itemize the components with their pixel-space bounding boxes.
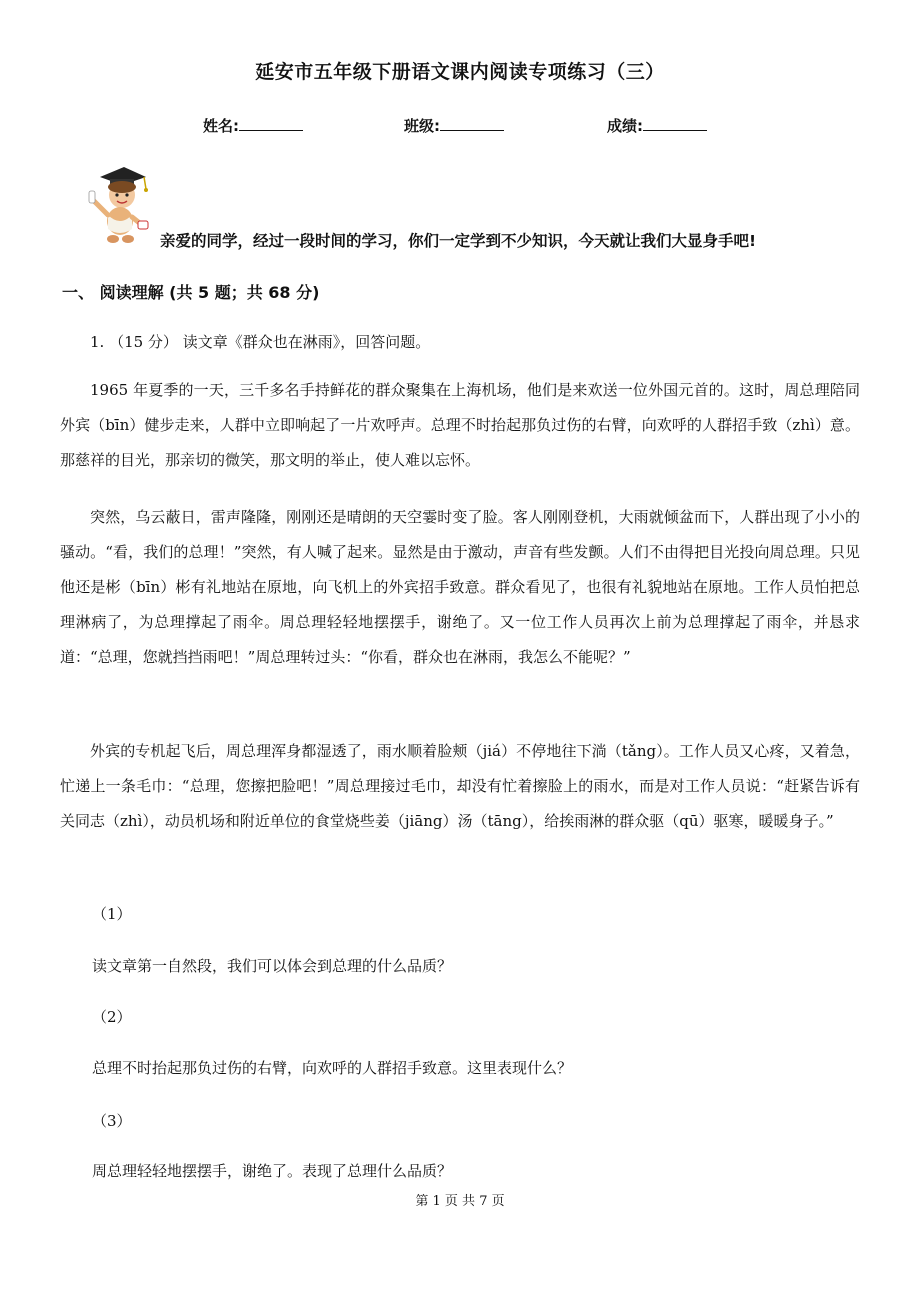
class-field (404, 115, 504, 136)
passage-paragraph-2: 突然，乌云蔽日，雷声隆隆，刚刚还是晴朗的天空霎时变了脸。客人刚刚登机，大雨就倾盆而下，人群出现了小小的骚动。“看，我们的总理！”突然，有人喊了起来。显然是由于激动，声音有些发颤。人们不由得把目光投向周总理。只见他还是彬（bīn）彬有礼地站在原地，向飞机上的外宾招手致意。群众看见了，也很有礼貌地站在原地。工作人员怕把总理淋病了，为总理撑起了雨伞。周总理轻轻地摆摆手，谢绝了。又一位工作人员再次上前为总理撑起了雨伞，并恳求道：“总理，您就挡挡雨吧！”周总理转过头：“你看，群众也在淋雨，我怎么不能呢？” (60, 508, 860, 666)
sub-question-3-text: 周总理轻轻地摆摆手，谢绝了。表现了总理什么品质？ (92, 1162, 453, 1180)
sub-question-1-text: 读文章第一自然段，我们可以体会到总理的什么品质？ (92, 957, 453, 975)
passage-paragraph-1: 1965 年夏季的一天，三千多名手持鲜花的群众聚集在上海机场，他们是来欢送一位外国元首的。这时，周总理陪同外宾（bīn）健步走来，人群中立即响起了一片欢呼声。总理不时抬起那负过伤的右臂，向欢呼的人群招手致（zhì）意。那慈祥的目光，那亲切的微笑，那文明的举止，使人难以忘怀。 (60, 381, 860, 469)
sub-question-3-number: （3） (92, 1112, 132, 1130)
sub-question-2-number: （2） (92, 1008, 132, 1026)
sub-question-2-text: 总理不时抬起那负过伤的右臂，向欢呼的人群招手致意。这里表现什么？ (92, 1059, 573, 1077)
class-blank (440, 116, 504, 131)
name-label: 姓名: (203, 117, 239, 135)
section-title: 一、 阅读理解 (共 5 题；共 68 分) (62, 283, 320, 302)
class-label: 班级: (404, 117, 440, 135)
question-1-head: 1. （15 分） 读文章《群众也在淋雨》，回答问题。 (90, 333, 431, 351)
name-field (203, 115, 303, 136)
score-blank (643, 116, 707, 131)
graduate-mascot-icon (86, 165, 152, 245)
sub-question-1-number: （1） (92, 905, 132, 923)
name-blank (239, 116, 303, 131)
page-footer: 第 1 页 共 7 页 (415, 1194, 505, 1209)
score-label: 成绩: (607, 117, 643, 135)
page-title: 延安市五年级下册语文课内阅读专项练习（三） (255, 61, 665, 83)
score-field (607, 115, 707, 136)
passage-paragraph-3: 外宾的专机起飞后，周总理浑身都湿透了，雨水顺着脸颊（jiá）不停地往下淌（tǎng）。工作人员又心疼，又着急，忙递上一条毛巾：“总理，您擦把脸吧！”周总理接过毛巾，却没有忙着擦脸上的雨水，而是对工作人员说：“赶紧告诉有关同志（zhì），动员机场和附近单位的食堂烧些姜（jiāng）汤（tāng），给挨雨淋的群众驱（qū）驱寒，暖暖身子。” (60, 742, 860, 830)
greeting-text: 亲爱的同学，经过一段时间的学习，你们一定学到不少知识，今天就让我们大显身手吧! (160, 232, 757, 250)
